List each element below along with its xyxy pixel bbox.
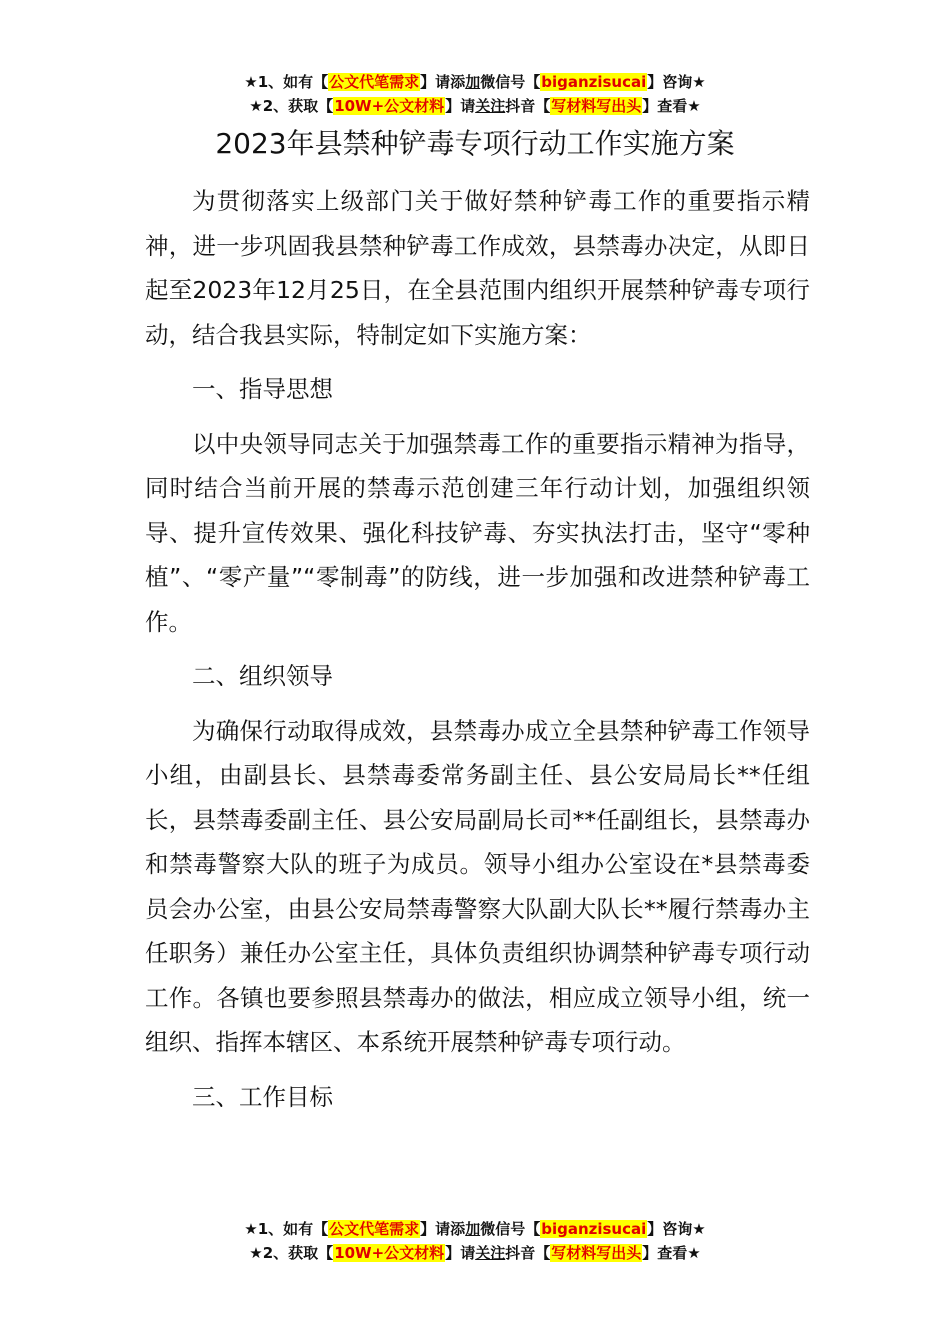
highlight-wechat-id: biganzisucai — [541, 73, 647, 91]
highlight-douyin: 写材料写出头 — [551, 1244, 642, 1262]
promo-banner-top — [0, 70, 950, 118]
section-heading-guiding-ideology: 一、指导思想 — [192, 375, 333, 403]
document-title: 2023年县禁种铲毒专项行动工作实施方案 — [215, 127, 735, 160]
highlight-wechat-id: biganzisucai — [541, 1220, 647, 1238]
promo-banner-bottom — [0, 1217, 950, 1265]
promo-line-1: ★1、如有【公文代笔需求】请添加微信号【biganzisucai】咨询★ — [244, 73, 706, 91]
highlight-service: 公文代笔需求 — [329, 73, 420, 91]
intro-paragraph: 为贯彻落实上级部门关于做好禁种铲毒工作的重要指示精神，进一步巩固我县禁种铲毒工作成效，县禁毒办决定，从即日起至2023年12月25日，在全县范围内组织开展禁种铲毒专项行动，结合我县实际，特制定如下实施方案： — [145, 187, 810, 349]
section-paragraph-guiding-ideology: 以中央领导同志关于加强禁毒工作的重要指示精神为指导，同时结合当前开展的禁毒示范创建三年行动计划，加强组织领导、提升宣传效果、强化科技铲毒、夯实执法打击，坚守“零种植”、“零产量”“零制毒”的防线，进一步加强和改进禁种铲毒工作。 — [145, 429, 810, 636]
promo-line-2: ★2、获取【10W+公文材料】请关注抖音【写材料写出头】查看★ — [249, 1244, 701, 1262]
section-heading-work-goals: 三、工作目标 — [192, 1082, 333, 1111]
highlight-materials: 10W+公文材料 — [334, 97, 445, 115]
highlight-materials: 10W+公文材料 — [334, 1244, 445, 1262]
section-heading-organization: 二、组织领导 — [192, 662, 333, 690]
section-paragraph-organization: 为确保行动取得成效，县禁毒办成立全县禁种铲毒工作领导小组，由副县长、县禁毒委常务副主任、县公安局局长**任组长，县禁毒委副主任、县公安局副局长司**任副组长，县禁毒办和禁毒警察大队的班子为成员。领导小组办公室设在*县禁毒委员会办公室，由县公安局禁毒警察大队副大队长**履行禁毒办主任职务）兼任办公室主任，具体负责组织协调禁种铲毒专项行动工作。各镇也要参照县禁毒办的做法，相应成立领导小组，统一组织、指挥本辖区、本系统开展禁种铲毒专项行动。 — [145, 716, 810, 1056]
highlight-service: 公文代笔需求 — [329, 1220, 420, 1238]
highlight-douyin: 写材料写出头 — [551, 97, 642, 115]
document-body — [145, 179, 810, 1129]
promo-line-2: ★2、获取【10W+公文材料】请关注抖音【写材料写出头】查看★ — [249, 97, 701, 115]
promo-line-1: ★1、如有【公文代笔需求】请添加微信号【biganzisucai】咨询★ — [244, 1220, 706, 1238]
